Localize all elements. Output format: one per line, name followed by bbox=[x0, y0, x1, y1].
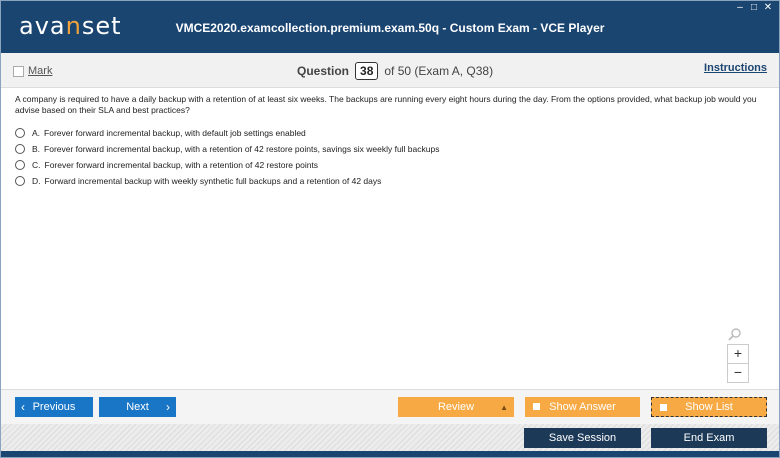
maximize-icon[interactable]: □ bbox=[750, 2, 758, 13]
end-exam-button[interactable]: End Exam bbox=[651, 428, 767, 448]
question-text: A company is required to have a daily backup with a retention of at least six weeks. The backups are running every eight hours during the day. From the options provided, what backup job would you advise based on their SLA and best practices? bbox=[15, 94, 757, 115]
zoom-out-button[interactable]: − bbox=[727, 363, 749, 383]
bottom-bar bbox=[1, 424, 779, 451]
option-c[interactable]: C. Forever forward incremental backup, with a retention of 42 restore points bbox=[15, 157, 439, 173]
review-button[interactable]: Review ▲ bbox=[398, 397, 514, 417]
question-bar bbox=[1, 53, 779, 88]
question-indicator bbox=[297, 62, 493, 80]
mark-checkbox[interactable] bbox=[13, 65, 52, 77]
show-list-button[interactable]: Show List bbox=[651, 397, 767, 417]
radio-icon[interactable] bbox=[15, 160, 25, 170]
question-panel bbox=[1, 88, 779, 388]
previous-button[interactable]: ‹ Previous bbox=[15, 397, 93, 417]
chevron-left-icon: ‹ bbox=[21, 400, 25, 414]
title-bar bbox=[1, 1, 779, 53]
option-d[interactable]: D. Forward incremental backup with weekly synthetic full backups and a retention of 42 days bbox=[15, 173, 439, 189]
save-session-button[interactable]: Save Session bbox=[524, 428, 641, 448]
window-controls bbox=[735, 3, 773, 13]
instructions-link[interactable]: Instructions bbox=[704, 62, 767, 74]
minimize-icon[interactable]: ‒ bbox=[737, 2, 743, 13]
question-of-text: of 50 (Exam A, Q38) bbox=[384, 64, 494, 78]
question-label: Question bbox=[297, 64, 350, 78]
radio-icon[interactable] bbox=[15, 144, 25, 154]
window-title: VMCE2020.examcollection.premium.exam.50q - Custom Exam - VCE Player bbox=[175, 21, 605, 35]
option-a[interactable]: A. Forever forward incremental backup, with default job settings enabled bbox=[15, 125, 439, 141]
zoom-in-button[interactable]: + bbox=[727, 344, 749, 364]
radio-icon[interactable] bbox=[15, 176, 25, 186]
bottom-border bbox=[1, 451, 779, 457]
navigation-bar bbox=[1, 389, 779, 424]
checkbox-icon bbox=[660, 404, 667, 411]
answer-options bbox=[15, 125, 439, 189]
question-number-field[interactable]: 38 bbox=[355, 62, 378, 80]
radio-icon[interactable] bbox=[15, 128, 25, 138]
show-answer-button[interactable]: Show Answer bbox=[525, 397, 640, 417]
checkbox-icon[interactable] bbox=[13, 66, 24, 77]
chevron-right-icon: › bbox=[166, 400, 170, 414]
checkbox-icon bbox=[533, 403, 540, 410]
zoom-icon bbox=[728, 327, 742, 341]
option-b[interactable]: B. Forever forward incremental backup, with a retention of 42 restore points, savings six weekly full backups bbox=[15, 141, 439, 157]
close-icon[interactable]: ✕ bbox=[763, 2, 773, 13]
mark-label[interactable]: Mark bbox=[28, 65, 53, 77]
triangle-up-icon: ▲ bbox=[500, 402, 508, 412]
next-button[interactable]: Next › bbox=[99, 397, 176, 417]
app-logo: avanset bbox=[19, 12, 122, 40]
